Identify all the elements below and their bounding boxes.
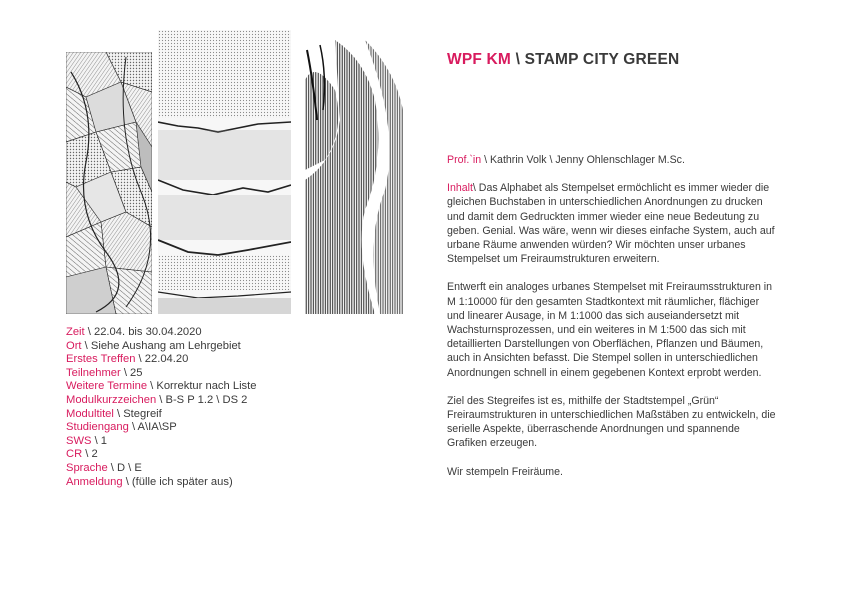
course-metadata — [66, 326, 366, 489]
meta-value: \ 1 — [91, 434, 108, 447]
meta-label: Zeit — [66, 326, 85, 338]
meta-value: \ 22.04. bis 30.04.2020 — [84, 326, 202, 338]
meta-value: \ D \ E — [107, 461, 142, 474]
terrain-section-image — [158, 30, 291, 314]
meta-row-modultitel — [66, 408, 366, 422]
meta-value: \ 2 — [82, 448, 98, 461]
meta-value: \ 22.04.20 — [135, 353, 189, 366]
meta-row-sprache — [66, 462, 366, 476]
description-column — [447, 153, 777, 493]
content-paragraph-1 — [447, 181, 777, 266]
meta-row-modulkurzzeichen — [66, 394, 366, 408]
meta-label: Modulkurzzeichen — [66, 393, 157, 406]
meta-label: Erstes Treffen — [66, 353, 136, 366]
meta-row-cr — [66, 448, 366, 462]
meta-row-weitere-termine — [66, 380, 366, 394]
meta-row-sws — [66, 435, 366, 449]
meta-value: \ 25 — [120, 366, 143, 379]
meta-value: \ Korrektur nach Liste — [147, 380, 257, 393]
course-name: STAMP CITY GREEN — [524, 51, 680, 68]
meta-value: \ Siehe Aushang am Lehrgebiet — [81, 339, 241, 352]
meta-row-erstes-treffen — [66, 353, 366, 367]
title-separator: \ — [515, 51, 521, 68]
meta-label: SWS — [66, 434, 92, 447]
meta-label: Modultitel — [66, 407, 114, 420]
meta-row-studiengang — [66, 421, 366, 435]
meta-label: Ort — [66, 339, 82, 352]
meta-row-ort — [66, 340, 366, 354]
professors-label: Prof.`in — [447, 154, 482, 166]
content-paragraph-4: Wir stempeln Freiräume. — [447, 465, 563, 478]
tree-hatching-image — [305, 40, 403, 314]
meta-label: Studiengang — [66, 421, 129, 434]
meta-label: Anmeldung — [66, 475, 123, 488]
meta-value: \ B-S P 1.2 \ DS 2 — [156, 393, 248, 406]
content-text-1: \ Das Alphabet als Stempelset ermöchlicht es immer wieder die gleichen Buchstaben in unterschiedlichen Anordnungen zu drucken und damit dem Gedruckten immer wieder eine neue Bedeutung zu geben. Genial. Was wäre, wenn wir dieses einfache System, auch auf urbane Räume anwenden würden? Wir möchten unser urbanes Stempelset um Freiraumstrukturen erweitern. — [447, 182, 775, 266]
page-title — [447, 51, 679, 69]
meta-row-anmeldung — [66, 476, 366, 490]
meta-label: CR — [66, 448, 83, 461]
meta-value: \ A\IA\SP — [128, 421, 177, 434]
course-code: WPF KM — [447, 51, 512, 68]
content-paragraph-3: Ziel des Stegreifes ist es, mithilfe der Stadtstempel „Grün“ Freiraumstrukturen in unterschiedlichen Maßstäben zu entwickeln, die serielle Aspekte, überraschende Anordnungen und spannende Grafiken erzeugen. — [447, 394, 776, 450]
content-paragraph-2: Entwerft ein analoges urbanes Stempelset mit Freiraumsstrukturen in M 1:10000 für den gesamten Stadtkontext mit räumlicher, flächiger und linearer Ausage, in M 1:1000 das sich auseiandersetzt mit Wachsturnsprozessen, und ein weiteres in M 1:500 das sich mit detaillierten Darstellungen von Oberflächen, Pflanzen und Bäumen, auch in Ansichten befasst. Die Stempel sollen in unterschiedlichen Anordnungen schnell in einem gegebenen Kontext erprobt werden. — [447, 281, 773, 379]
map-pattern-image — [66, 52, 152, 314]
meta-value: \ (fülle ich später aus) — [122, 475, 233, 488]
meta-value: \ Stegreif — [113, 407, 162, 420]
meta-row-teilnehmer — [66, 367, 366, 381]
content-label: Inhalt — [447, 182, 473, 195]
professors-value: \ Kathrin Volk \ Jenny Ohlenschlager M.Sc. — [484, 154, 685, 166]
meta-row-zeit — [66, 326, 366, 340]
meta-label: Teilnehmer — [66, 366, 121, 379]
meta-label: Weitere Termine — [66, 380, 148, 393]
meta-label: Sprache — [66, 461, 108, 474]
professors-line — [447, 153, 777, 167]
